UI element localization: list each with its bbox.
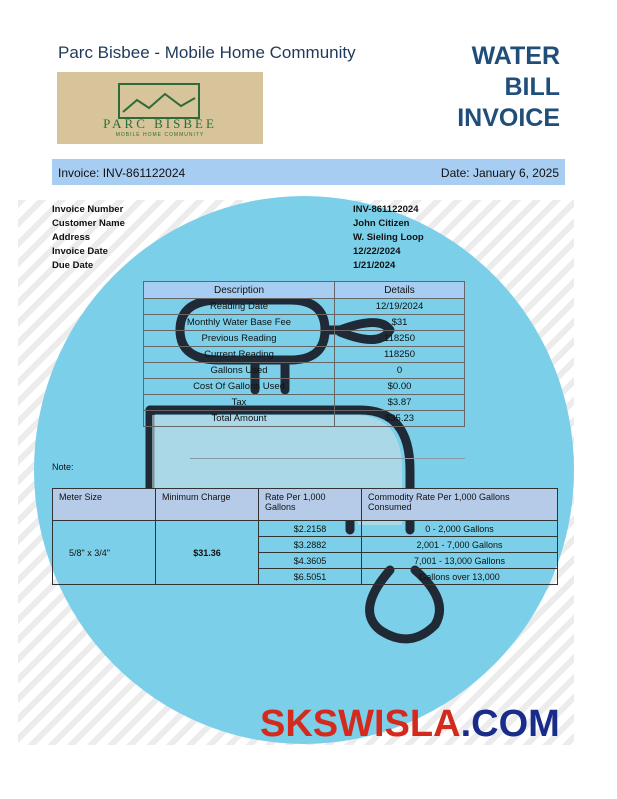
details-row (144, 379, 465, 395)
info-value: John Citizen (353, 218, 410, 229)
details-val: $31 (335, 315, 465, 331)
info-value: 1/21/2024 (353, 260, 396, 271)
rate-cell: $3.2882 (259, 537, 362, 553)
details-row (144, 331, 465, 347)
details-val: $3.87 (335, 395, 465, 411)
details-val: 118250 (335, 331, 465, 347)
note-divider (190, 458, 465, 459)
range-cell: 7,001 - 13,000 Gallons (362, 553, 558, 569)
title-line: INVOICE (457, 104, 560, 132)
details-row (144, 299, 465, 315)
info-value: INV-861122024 (353, 204, 419, 215)
info-label: Invoice Date (52, 246, 108, 257)
details-header: Description (144, 282, 335, 299)
invoice-date-label: Date: January 6, 2025 (440, 166, 559, 180)
details-row (144, 411, 465, 427)
details-desc: Previous Reading (144, 331, 335, 347)
details-desc: Cost Of Gallons Used (144, 379, 335, 395)
info-values (353, 203, 424, 273)
details-desc: Current Reading (144, 347, 335, 363)
rates-header: Rate Per 1,000 Gallons (259, 489, 362, 521)
rates-header: Minimum Charge (156, 489, 259, 521)
rates-header: Meter Size (53, 489, 156, 521)
invoice-banner (52, 159, 565, 185)
watermark-part: SKSWISLA (260, 703, 461, 745)
watermark-part: .COM (460, 703, 560, 745)
note-label: Note: (52, 462, 74, 472)
rates-table (52, 488, 558, 585)
range-cell: Gallons over 13,000 (362, 569, 558, 585)
rates-row (53, 521, 558, 537)
details-val: 12/19/2024 (335, 299, 465, 315)
details-desc: Monthly Water Base Fee (144, 315, 335, 331)
company-name: Parc Bisbee - Mobile Home Community (58, 43, 356, 62)
details-desc: Tax (144, 395, 335, 411)
company-logo (57, 72, 263, 144)
details-val: 0 (335, 363, 465, 379)
details-desc: Total Amount (144, 411, 335, 427)
info-label: Due Date (52, 260, 94, 271)
info-label: Customer Name (52, 218, 125, 229)
info-value: 12/22/2024 (353, 246, 401, 257)
details-row (144, 347, 465, 363)
info-label: Invoice Number (52, 204, 124, 215)
rate-cell: $6.5051 (259, 569, 362, 585)
info-label: Address (52, 232, 91, 243)
rates-header-row (53, 489, 558, 521)
minimum-charge-cell: $31.36 (156, 521, 259, 585)
details-val: $0.00 (335, 379, 465, 395)
svg-text:MOBILE HOME COMMUNITY: MOBILE HOME COMMUNITY (115, 132, 205, 138)
details-row (144, 395, 465, 411)
svg-text:PARC BISBEE: PARC BISBEE (103, 116, 217, 131)
rates-header: Commodity Rate Per 1,000 Gallons Consumed (362, 489, 558, 521)
details-row (144, 315, 465, 331)
title-line: WATER (471, 42, 560, 70)
info-value: W. Sieling Loop (353, 232, 424, 243)
rate-cell: $4.3605 (259, 553, 362, 569)
details-desc: Gallons Used (144, 363, 335, 379)
info-labels (52, 203, 125, 273)
title-line: BILL (504, 73, 560, 101)
details-header-row (144, 282, 465, 299)
details-desc: Reading Date (144, 299, 335, 315)
range-cell: 0 - 2,000 Gallons (362, 521, 558, 537)
watermark (260, 703, 560, 746)
details-header: Details (335, 282, 465, 299)
details-row (144, 363, 465, 379)
invoice-number-label: Invoice: INV-861122024 (58, 166, 186, 180)
details-val: 118250 (335, 347, 465, 363)
range-cell: 2,001 - 7,000 Gallons (362, 537, 558, 553)
details-table (143, 281, 465, 427)
rate-cell: $2.2158 (259, 521, 362, 537)
invoice-title (420, 41, 560, 134)
meter-size-cell: 5/8" x 3/4" (53, 521, 156, 585)
details-val: $35.23 (335, 411, 465, 427)
